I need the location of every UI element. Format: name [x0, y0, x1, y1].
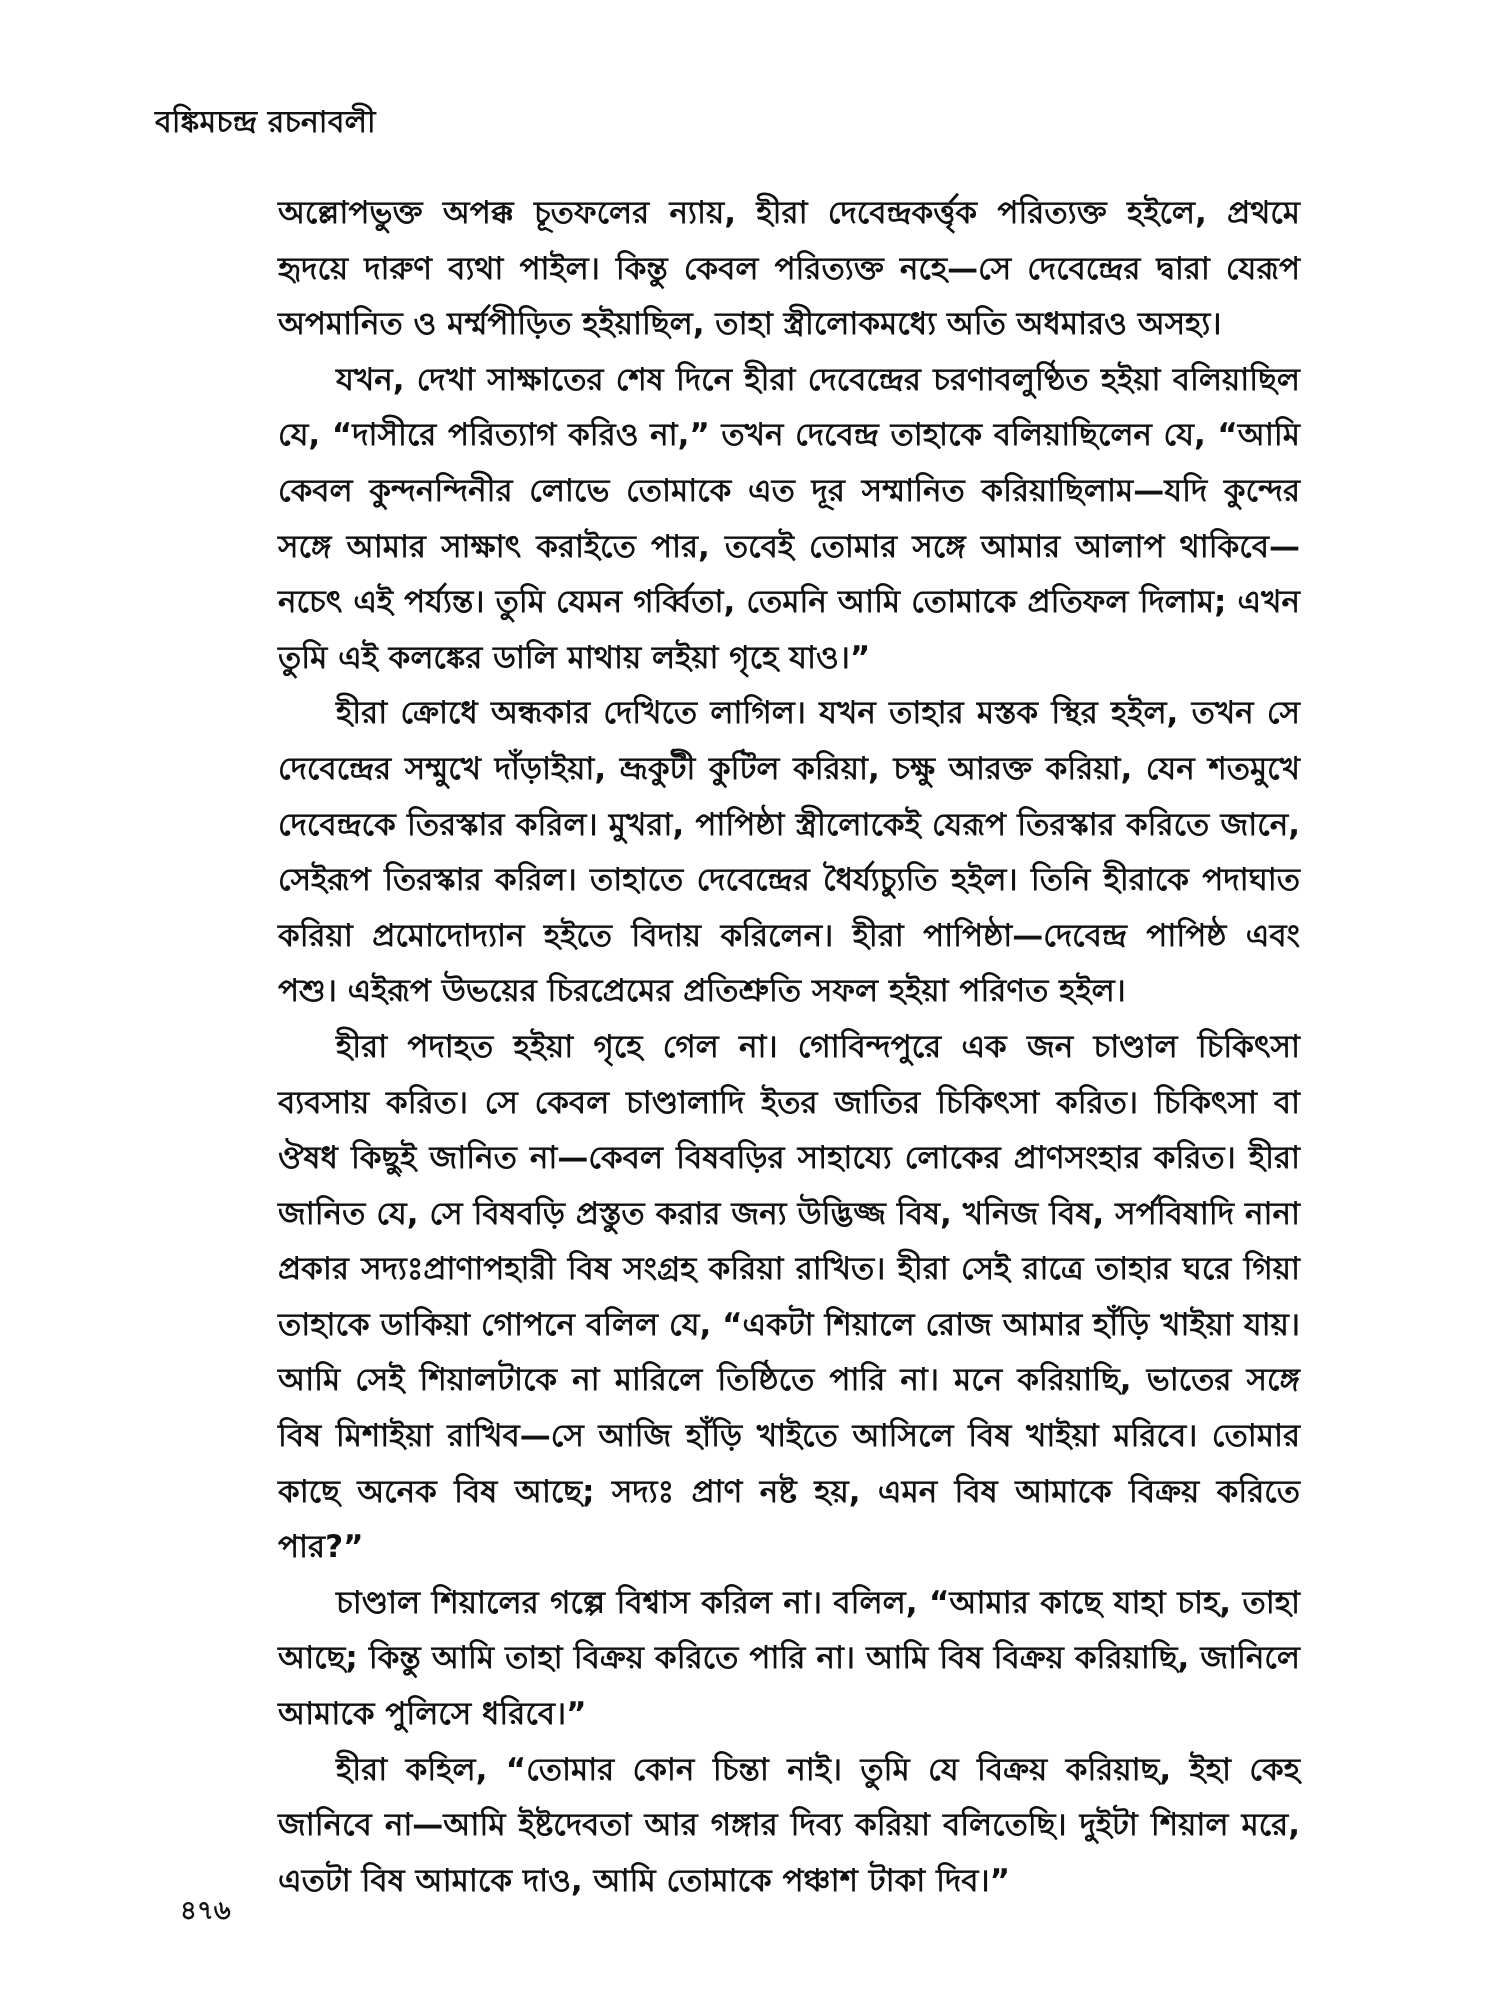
paragraph: হীরা কহিল, “তোমার কোন চিন্তা নাই। তুমি যে বিক্রয় করিয়াছ, ইহা কেহ জানিবে না—আমি ইষ্টদেবতা আর গঙ্গার দিব্য করিয়া বলিতেছি। দুইটা শিয়াল মরে, এতটা বিষ আমাকে দাও, আমি তোমাকে পঞ্চাশ টাকা দিব।” [278, 1751, 1300, 1899]
running-title: বঙ্কিমচন্দ্র রচনাবলী [155, 105, 376, 140]
paragraph: হীরা পদাহত হইয়া গৃহে গেল না। গোবিন্দপুরে এক জন চাণ্ডাল চিকিৎসা ব্যবসায় করিত। সে কেবল চাণ্ডালাদি ইতর জাতির চিকিৎসা করিত। চিকিৎসা বা ঔষধ কিছুই জানিত না—কেবল বিষবড়ির সাহায্যে লোকের প্রাণসংহার করিত। হীরা জানিত যে, সে বিষবড়ি প্রস্তুত করার জন্য উদ্ভিজ্জ বিষ, খনিজ বিষ, সর্পবিষাদি নানা প্রকার সদ্যঃপ্রাণাপহারী বিষ সংগ্রহ করিয়া রাখিত। হীরা সেই রাত্রে তাহার ঘরে গিয়া তাহাকে ডাকিয়া গোপনে বলিল যে, “একটা শিয়ালে রোজ আমার হাঁড়ি খাইয়া যায়। আমি সেই শিয়ালটাকে না মারিলে তিষ্ঠিতে পারি না। মনে করিয়াছি, ভাতের সঙ্গে বিষ মিশাইয়া রাখিব—সে আজি হাঁড়ি খাইতে আসিলে বিষ খাইয়া মরিবে। তোমার কাছে অনেক বিষ আছে; সদ্যঃ প্রাণ নষ্ট হয়, এমন বিষ আমাকে বিক্রয় করিতে পার?” [278, 1028, 1300, 1566]
body-text [278, 186, 1300, 1909]
paragraph: অল্লোপভুক্ত অপক্ক চূতফলের ন্যায়, হীরা দেবেন্দ্রকর্ত্তৃক পরিত্যক্ত হইলে, প্রথমে হৃদয়ে দারুণ ব্যথা পাইল। কিন্তু কেবল পরিত্যক্ত নহে—সে দেবেন্দ্রের দ্বারা যেরূপ অপমানিত ও মর্ম্মপীড়িত হইয়াছিল, তাহা স্ত্রীলোকমধ্যে অতি অধমারও অসহ্য। [278, 195, 1300, 343]
paragraph: চাণ্ডাল শিয়ালের গল্পে বিশ্বাস করিল না। বলিল, “আমার কাছে যাহা চাহ, তাহা আছে; কিন্তু আমি তাহা বিক্রয় করিতে পারি না। আমি বিষ বিক্রয় করিয়াছি, জানিলে আমাকে পুলিসে ধরিবে।” [278, 1584, 1300, 1733]
page-number: ৪৭৬ [180, 1896, 231, 1926]
paragraph: যখন, দেখা সাক্ষাতের শেষ দিনে হীরা দেবেন্দ্রের চরণাবলুণ্ঠিত হইয়া বলিয়াছিল যে, “দাসীরে পরিত্যাগ করিও না,” তখন দেবেন্দ্র তাহাকে বলিয়াছিলেন যে, “আমি কেবল কুন্দনন্দিনীর লোভে তোমাকে এত দূর সম্মানিত করিয়াছিলাম—যদি কুন্দের সঙ্গে আমার সাক্ষাৎ করাইতে পার, তবেই তোমার সঙ্গে আমার আলাপ থাকিবে—নচেৎ এই পর্য্যন্ত। তুমি যেমন গর্ব্বিতা, তেমনি আমি তোমাকে প্রতিফল দিলাম; এখন তুমি এই কলঙ্কের ডালি মাথায় লইয়া গৃহে যাও।” [278, 361, 1300, 676]
paragraph: হীরা ক্রোধে অন্ধকার দেখিতে লাগিল। যখন তাহার মস্তক স্থির হইল, তখন সে দেবেন্দ্রের সম্মুখে দাঁড়াইয়া, ভ্রূকুটী কুটিল করিয়া, চক্ষু আরক্ত করিয়া, যেন শতমুখে দেবেন্দ্রকে তিরস্কার করিল। মুখরা, পাপিষ্ঠা স্ত্রীলোকেই যেরূপ তিরস্কার করিতে জানে, সেইরূপ তিরস্কার করিল। তাহাতে দেবেন্দ্রের ধৈর্য্যচ্যুতি হইল। তিনি হীরাকে পদাঘাত করিয়া প্রমোদোদ্যান হইতে বিদায় করিলেন। হীরা পাপিষ্ঠা—দেবেন্দ্র পাপিষ্ঠ এবং পশু। এইরূপ উভয়ের চিরপ্রেমের প্রতিশ্রুতি সফল হইয়া পরিণত হইল। [278, 695, 1300, 1010]
